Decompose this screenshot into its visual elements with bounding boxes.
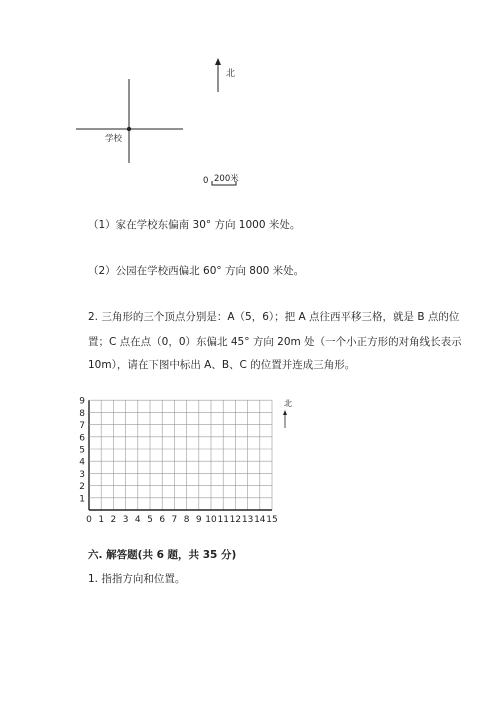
y-tick-label: 7 [79, 421, 85, 432]
x-tick-label: 8 [183, 515, 190, 525]
y-tick-label: 6 [79, 433, 85, 444]
x-tick-label: 4 [134, 515, 141, 525]
school-map [60, 50, 260, 200]
section6-heading: 六. 解答题(共 6 题，共 35 分) [88, 549, 237, 561]
y-tick-label: 9 [79, 396, 85, 407]
y-tick-label: 4 [79, 457, 85, 468]
x-tick-label: 12 [229, 515, 242, 525]
x-tick-label: 3 [122, 515, 129, 525]
x-tick-label: 13 [241, 515, 254, 525]
scale-zero-label: 0 [203, 176, 209, 186]
x-tick-label: 15 [266, 515, 278, 525]
x-tick-label: 2 [110, 515, 117, 525]
y-tick-label: 8 [79, 408, 85, 419]
question-1-text: （1）家在学校东偏南 30° 方向 1000 米处。 [88, 219, 301, 231]
x-tick-label: 9 [195, 515, 202, 525]
grid-north-label: 北 [284, 399, 292, 408]
x-tick-label: 14 [254, 515, 266, 525]
coordinate-grid [78, 388, 292, 526]
scale-value-label: 200米 [214, 174, 239, 184]
map-north-label: 北 [226, 69, 236, 79]
problem2-line2: 置；C 点在点（0，0）东偏北 45° 方向 20m 处（一个小正方形的对角线长表示 [88, 336, 462, 348]
x-tick-label: 11 [217, 515, 229, 525]
grid-north-arrowhead-icon [283, 410, 287, 415]
x-tick-label: 1 [98, 515, 105, 525]
x-tick-label: 5 [147, 515, 153, 525]
x-tick-label: 6 [159, 515, 166, 525]
x-tick-label: 7 [171, 515, 178, 525]
north-arrow-head-icon [215, 58, 221, 65]
section6-question1: 1. 指指方向和位置。 [88, 573, 186, 585]
question-2-text: （2）公园在学校西偏北 60° 方向 800 米处。 [88, 265, 305, 277]
y-tick-label: 1 [79, 494, 85, 505]
y-tick-label: 3 [79, 469, 85, 480]
y-tick-label: 5 [79, 445, 85, 456]
school-label: 学校 [105, 134, 123, 144]
x-tick-label: 0 [86, 515, 92, 525]
y-tick-label: 2 [79, 482, 85, 493]
problem2-line1: 2. 三角形的三个顶点分别是：A（5，6）；把 A 点往西平移三格，就是 B 点的位 [88, 311, 460, 323]
problem2-line3: 10m），请在下图中标出 A、B、C 的位置并连成三角形。 [88, 359, 356, 371]
school-point [127, 127, 131, 131]
x-tick-label: 10 [205, 515, 217, 525]
